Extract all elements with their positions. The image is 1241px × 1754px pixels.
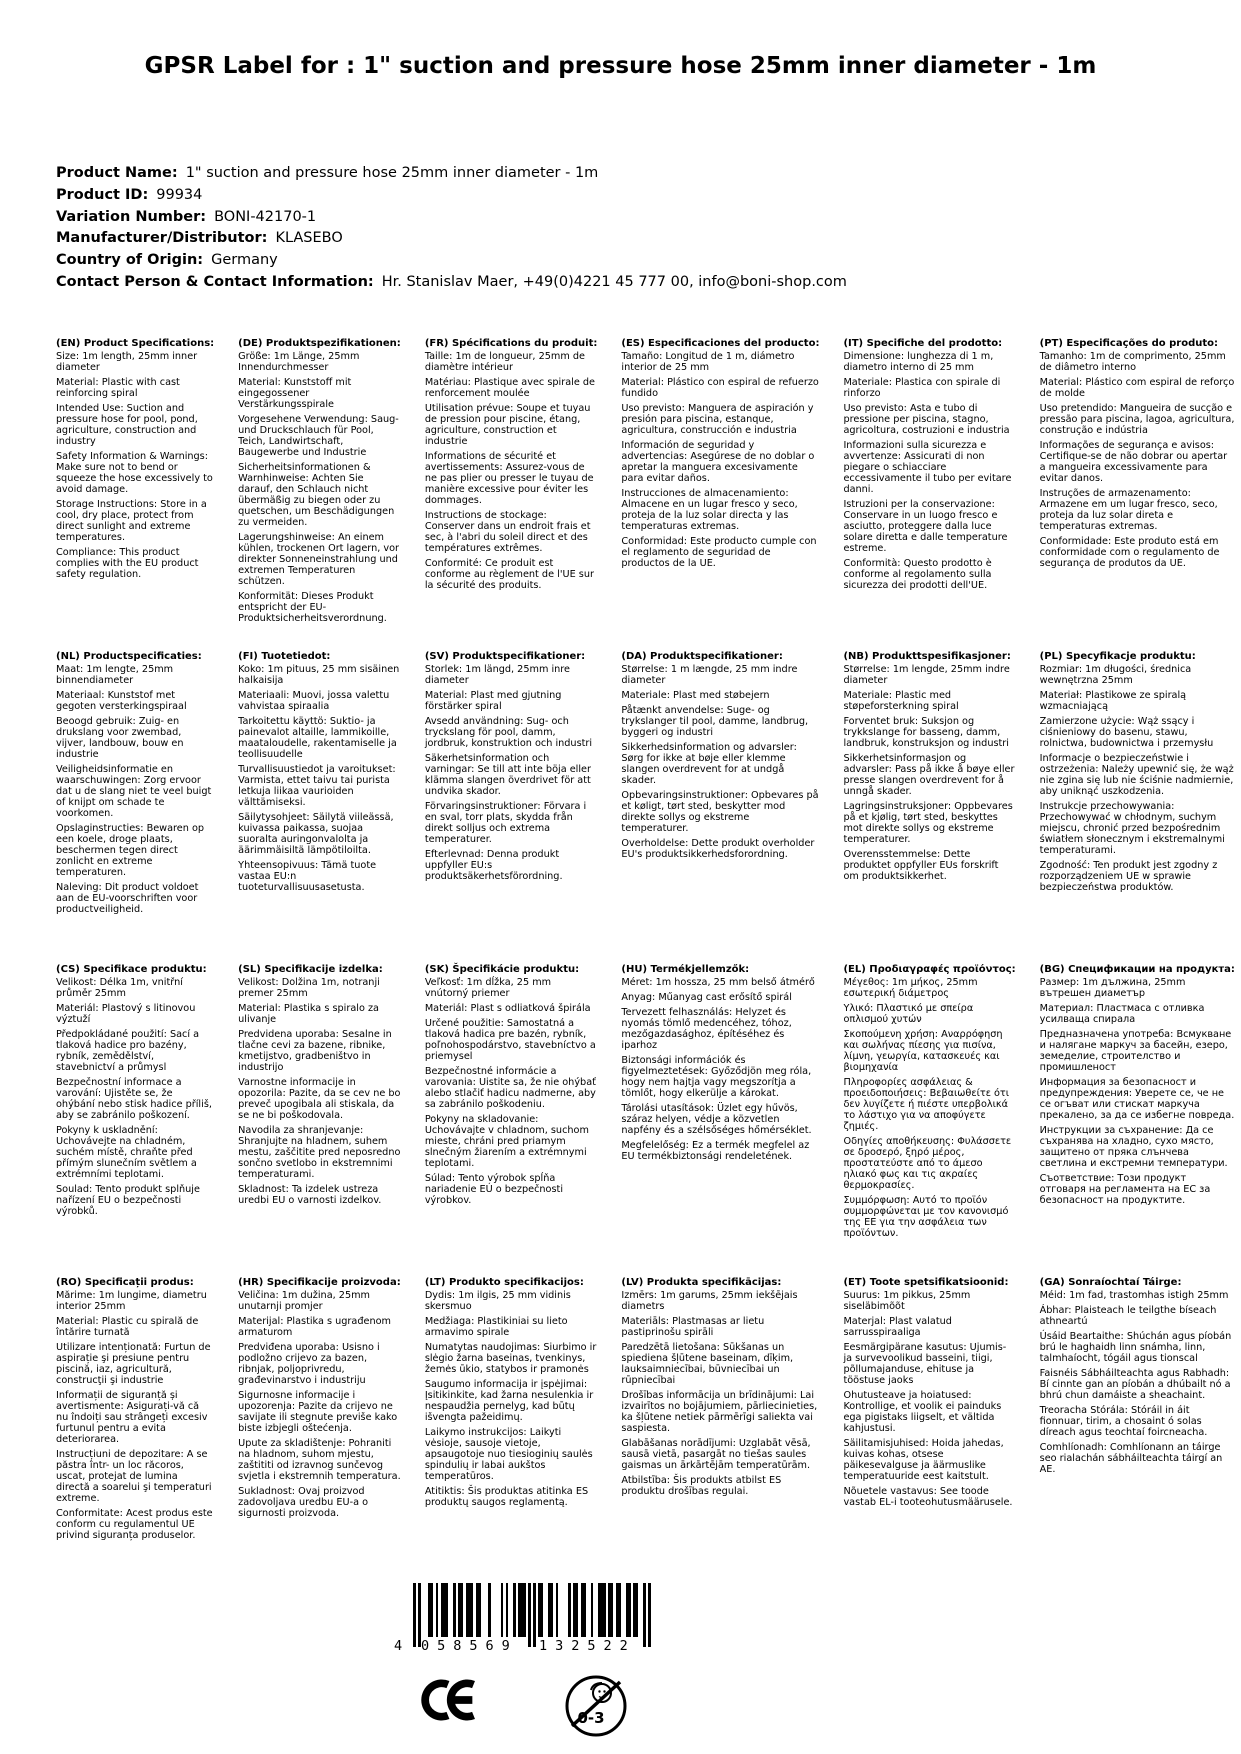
spec-paragraph: Compliance: This product complies with the EU product safety regulation. (56, 547, 199, 580)
barcode-module (648, 1583, 651, 1647)
spec-block-lv (621, 1277, 819, 1545)
spec-heading: (SK) Špecifikácie produktu: (424, 964, 580, 975)
spec-paragraph: Veličina: 1m dužina, 25mm unutarnji promjer (238, 1290, 370, 1312)
spec-paragraph: Предназначена употреба: Всмукване и налягане маркуч за басейн, езеро, земеделие, строителство и промишленост (1039, 1029, 1232, 1073)
age-warning-0-3-icon (558, 1668, 634, 1748)
spec-heading: (NB) Produkttspesifikasjoner: (843, 651, 1011, 662)
spec-paragraph: Material: Plastic cu spirală de întărire turnată (56, 1316, 199, 1338)
spec-paragraph: Размер: 1m дължина, 25mm вътрешен диаметър (1039, 977, 1186, 999)
spec-block-it (843, 338, 1015, 651)
spec-paragraph: Istruzioni per la conservazione: Conservare in un luogo fresco e asciutto, proteggere dalla luce solare diretta e dalle temperature estreme. (843, 499, 1008, 554)
spec-paragraph: Intended Use: Suction and pressure hose for pool, pond, agriculture, construction and industry (56, 403, 198, 447)
spec-heading: (PL) Specyfikacje produktu: (1039, 651, 1196, 662)
spec-paragraph: Saugumo informacija ir įspėjimai: Įsitikinkite, kad žarna nesulenkia ir nespaudžia pernelyg, kad būtų išvengta pažeidimų. (424, 1379, 594, 1423)
spec-block-fr (425, 338, 598, 651)
spec-paragraph: Lagerungshinweise: An einem kühlen, trockenen Ort lagern, vor direkter Sonneneinstrahlung und extremen Temperaturen schützen. (238, 532, 400, 587)
spec-paragraph: Säkerhetsinformation och varningar: Se till att inte böja eller klämma slangen överdrivet för att undvika skador. (424, 753, 591, 797)
product-info-row (56, 250, 847, 272)
spec-heading: (IT) Specifiche del prodotto: (843, 338, 1003, 349)
spec-paragraph: Conformidad: Este producto cumple con el reglamento de seguridad de productos de la UE. (621, 536, 817, 569)
spec-paragraph: Größe: 1m Länge, 25mm Innendurchmesser (238, 351, 360, 373)
spec-heading: (NL) Productspecificaties: (56, 651, 202, 662)
product-info-row (56, 185, 847, 207)
spec-heading: (LV) Produkta specifikācijas: (621, 1277, 782, 1288)
spec-heading: (SV) Produktspecifikationer: (424, 651, 586, 662)
spec-paragraph: Ohutusteave ja hoiatused: Kontrollige, et voolik ei painduks ega pigistaks liigselt, et vältida kahjustusi. (843, 1390, 1002, 1434)
spec-block-nb (843, 651, 1015, 964)
product-info (56, 163, 847, 294)
spec-block-fi (238, 651, 401, 964)
product-info-value: 99934 (156, 186, 203, 203)
spec-paragraph: Информация за безопасност и предупреждения: Уверете се, че не се огъват или стискат маркуча прекалено, за да се избегне повреда. (1039, 1077, 1235, 1121)
spec-paragraph: Инструкции за съхранение: Да се съхранява на хладно, сухо място, защитено от пряка слънчева светлина и екстремни температури. (1039, 1125, 1228, 1169)
spec-paragraph: Méid: 1m fad, trastomhas istigh 25mm (1039, 1290, 1229, 1301)
spec-paragraph: Materiál: Plastový s litinovou výztuží (56, 1003, 196, 1025)
spec-block-cs (56, 964, 214, 1277)
spec-paragraph: Nõuetele vastavus: See toode vastab EL-i tooteohutusmäärusele. (843, 1486, 1013, 1508)
spec-paragraph: Faisnéis Sábháilteachta agus Rabhadh: Bí cinnte gan an píobán a dhúbailt nó a bhrú chun damáiste a sheachaint. (1039, 1368, 1231, 1401)
spec-paragraph: Υλικό: Πλαστικό με σπείρα οπλισμού χυτών (843, 1003, 974, 1025)
spec-paragraph: Material: Kunststoff mit eingegossener Verstärkungsspirale (238, 377, 352, 410)
spec-paragraph: Información de seguridad y advertencias: Asegúrese de no doblar o apretar la manguera excesivamente para evitar daños. (621, 440, 815, 484)
spec-heading: (SL) Specifikacije izdelka: (238, 964, 383, 975)
spec-paragraph: Storlek: 1m längd, 25mm inre diameter (424, 664, 571, 686)
spec-paragraph: Materijal: Plastika s ugrađenom armaturom (238, 1316, 391, 1338)
barcode-lead-digit: 4 (394, 1638, 403, 1654)
spec-block-ro (56, 1277, 214, 1545)
spec-paragraph: Säilitamisjuhised: Hoida jahedas, kuivas kohas, otsese päikesevalguse ja äärmuslike temperatuuride eest kaitstult. (843, 1438, 1004, 1482)
spec-heading: (HU) Termékjellemzők: (621, 964, 750, 975)
spec-paragraph: Συμμόρφωση: Αυτό το προϊόν συμμορφώνεται με τον κανονισμό της ΕΕ για την ασφάλεια των προϊόντων. (843, 1195, 1009, 1239)
spec-paragraph: Anyag: Műanyag cast erősítő spirál (621, 992, 792, 1003)
spec-paragraph: Påtænkt anvendelse: Suge- og trykslanger til pool, damme, landbrug, byggeri og industri (621, 705, 809, 738)
product-info-row (56, 228, 847, 250)
spec-paragraph: Σκοπούμενη χρήση: Αναρρόφηση και σωλήνας πίεσης για πισίνα, λίμνη, γεωργία, κατασκευές και βιομηχανία (843, 1029, 1003, 1073)
spec-paragraph: Storage Instructions: Store in a cool, dry place, protect from direct sunlight and extreme temperatures. (56, 499, 207, 543)
spec-paragraph: Материал: Пластмаса с отливка усилваща спирала (1039, 1003, 1205, 1025)
spec-paragraph: Izmērs: 1m garums, 25mm iekšējais diametrs (621, 1290, 798, 1312)
spec-paragraph: Zamierzone użycie: Wąż ssący i ciśnieniowy do basenu, stawu, rolnictwa, budownictwa i przemysłu (1039, 716, 1214, 749)
product-info-row (56, 163, 847, 185)
spec-paragraph: Sigurnosne informacije i upozorenja: Pazite da crijevo ne savijate ili stegnute previše kako biste izbjegli oštećenja. (238, 1390, 398, 1434)
spec-block-hr (238, 1277, 401, 1545)
spec-paragraph: Biztonsági információk és figyelmeztetések: Győződjön meg róla, hogy nem hajtja vagy megszorítja a tömlőt, hogy elkerülje a károkat. (621, 1055, 812, 1099)
product-info-value: KLASEBO (275, 230, 343, 247)
spec-heading: (FI) Tuotetiedot: (238, 651, 331, 662)
spec-heading: (LT) Produkto specifikacijos: (424, 1277, 584, 1288)
ean-barcode (394, 1583, 651, 1665)
product-info-row (56, 272, 847, 294)
spec-paragraph: Bezpečnostné informácie a varovania: Uistite sa, že nie ohýbať alebo stlačiť hadicu nadmerne, aby sa zabránilo poškodeniu. (424, 1066, 596, 1110)
spec-paragraph: Tarkoitettu käyttö: Suktio- ja painevalot altaille, lammikoille, maataloudelle, rakentamiselle ja teollisuudelle (238, 716, 397, 760)
spec-paragraph: Instrucțiuni de depozitare: A se păstra într- un loc răcoros, uscat, protejat de lumina directă a soarelui şi temperaturi extreme. (56, 1449, 212, 1504)
spec-paragraph: Størrelse: 1 m længde, 25 mm indre diameter (621, 664, 798, 686)
spec-paragraph: Uso previsto: Manguera de aspiración y presión para piscina, estanque, agricultura, construcción e industria (621, 403, 814, 436)
product-info-label: Country of Origin: (56, 252, 204, 269)
spec-paragraph: Veľkosť: 1m dĺžka, 25 mm vnútorný priemer (424, 977, 552, 999)
spec-heading: (HR) Specifikacije proizvoda: (238, 1277, 401, 1288)
spec-paragraph: Informations de sécurité et avertissements: Assurez-vous de ne pas plier ou presser le tuyau de manière excessive pour éviter les dommages. (424, 451, 594, 506)
spec-paragraph: Overholdelse: Dette produkt overholder EU's produktsikkerhedsforordning. (621, 838, 815, 860)
spec-paragraph: Tamanho: 1m de comprimento, 25mm de diâmetro interno (1039, 351, 1226, 373)
spec-paragraph: Οδηγίες αποθήκευσης: Φυλάσσετε σε δροσερό, ξηρό μέρος, προστατεύστε από το άμεσο ηλιακό φως και τις ακραίες θερμοκρασίες. (843, 1136, 1012, 1191)
spec-heading: (ES) Especificaciones del producto: (621, 338, 820, 349)
spec-paragraph: Forventet bruk: Suksjon og trykkslange for basseng, damm, landbruk, konstruksjon og industri (843, 716, 1009, 749)
spec-paragraph: Sikkerhetsinformasjon og advarsler: Pass på ikke å bøye eller presse slangen overdrevent for å unngå skader. (843, 753, 1015, 797)
spec-paragraph: Tervezett felhasználás: Helyzet és nyomás tömlő medencéhez, tóhoz, mezőgazdasághoz, építéséhez és iparhoz (621, 1007, 792, 1051)
spec-paragraph: Pokyny k uskladnění: Uchovávejte na chladném, suchém místě, chraňte před přímým slunečním světlem a extrémními teplotami. (56, 1125, 197, 1180)
spec-paragraph: Μέγεθος: 1m μήκος, 25mm εσωτερική διάμετρος (843, 977, 978, 999)
spec-paragraph: Velikost: Dolžina 1m, notranji premer 25mm (238, 977, 380, 999)
spec-paragraph: Material: Plástico com espiral de reforço de molde (1039, 377, 1235, 399)
spec-block-de (238, 338, 401, 651)
spec-paragraph: Vorgesehene Verwendung: Saug- und Druckschlauch für Pool, Teich, Landwirtschaft, Baugewerbe und Industrie (238, 414, 399, 458)
spec-paragraph: Säilytysohjeet: Säilytä viileässä, kuivassa paikassa, suojaa suoralta auringonvalolta ja äärimmäisiltä lämpötiloilta. (238, 812, 394, 856)
spec-block-es (621, 338, 819, 651)
spec-paragraph: Material: Plastika s spiralo za ulivanje (238, 1003, 379, 1025)
spec-block-et (843, 1277, 1015, 1545)
spec-paragraph: Materiāls: Plastmasas ar lietu pastiprinošu spirāli (621, 1316, 765, 1338)
spec-heading: (FR) Spécifications du produit: (424, 338, 598, 349)
spec-paragraph: Material: Plástico con espiral de refuerzo fundido (621, 377, 819, 399)
product-info-value: BONI-42170-1 (214, 208, 317, 225)
spec-heading: (BG) Спецификации на продукта: (1039, 964, 1235, 975)
spec-paragraph: Atbilstība: Šis produkts atbilst ES produktu drošības regulai. (621, 1475, 782, 1497)
spec-block-da (621, 651, 819, 964)
spec-paragraph: Pokyny na skladovanie: Uchovávajte v chladnom, suchom mieste, chráni pred priamym slnečným žiarením a extrémnymi teplotami. (424, 1114, 589, 1169)
spec-block-el (843, 964, 1015, 1277)
spec-paragraph: Koko: 1m pituus, 25 mm sisäinen halkaisija (238, 664, 400, 686)
spec-paragraph: Instrucciones de almacenamiento: Almacene en un lugar fresco y seco, proteja de la luz solar directa y las temperaturas extremas. (621, 488, 798, 532)
spec-paragraph: Tamaño: Longitud de 1 m, diámetro interior de 25 mm (621, 351, 795, 373)
spec-block-pl (1040, 651, 1235, 964)
spec-block-bg (1040, 964, 1235, 1277)
spec-heading: (DA) Produktspecifikationer: (621, 651, 783, 662)
spec-paragraph: Laikymo instrukcijos: Laikyti vėsioje, sausoje vietoje, apsaugotoje nuo tiesioginių saulės spindulių ir labai aukštos temperatūros. (424, 1427, 593, 1482)
spec-paragraph: Yhteensopivuus: Tämä tuote vastaa EU:n tuoteturvallisuusasetusta. (238, 860, 377, 893)
spec-paragraph: Glabāšanas norādījumi: Uzglabāt vēsā, sausā vietā, pasargāt no tiešas saules gaismas un ārkārtējām temperatūrām. (621, 1438, 811, 1471)
spec-paragraph: Conformitate: Acest produs este conform cu regulamentul UE privind siguranța produselor. (56, 1508, 213, 1541)
spec-paragraph: Opslaginstructies: Bewaren op een koele, droge plaats, beschermen tegen direct zonlicht en extreme temperaturen. (56, 823, 205, 878)
spec-paragraph: Materjal: Plast valatud sarrusspiraaliga (843, 1316, 952, 1338)
ce-mark-icon (414, 1678, 476, 1726)
spec-paragraph: Megfelelőség: Ez a termék megfelel az EU termékbiztonsági rendeletének. (621, 1140, 810, 1162)
spec-paragraph: Sukladnost: Ovaj proizvod zadovoljava uredbu EU-a o sigurnosti proizvoda. (238, 1486, 369, 1519)
spec-paragraph: Medžiaga: Plastikiniai su lieto armavimo spirale (424, 1316, 568, 1338)
spec-paragraph: Instrukcje przechowywania: Przechowywać w chłodnym, suchym miejscu, chronić przed bezpośrednim światłem słonecznym i ekstremalnymi temperaturami. (1039, 801, 1225, 856)
spec-paragraph: Atitiktis: Šis produktas atitinka ES produktų saugos reglamentą. (424, 1486, 589, 1508)
spec-paragraph: Tárolási utasítások: Üzlet egy hűvös, száraz helyen, védje a közvetlen napfény és a szélsőséges hőmérséklet. (621, 1103, 812, 1136)
spec-heading: (ET) Toote spetsifikatsioonid: (843, 1277, 1009, 1288)
spec-heading: (GA) Sonraíochtaí Táirge: (1039, 1277, 1182, 1288)
spec-paragraph: Materiał: Plastikowe ze spiralą wzmacniającą (1039, 690, 1187, 712)
spec-paragraph: Dimensione: lunghezza di 1 m, diametro interno di 25 mm (843, 351, 994, 373)
product-info-value: Hr. Stanislav Maer, +49(0)4221 45 777 00, info@boni-shop.com (381, 273, 847, 290)
spec-paragraph: Materiale: Plast med støbejern (621, 690, 770, 701)
spec-paragraph: Rozmiar: 1m długości, średnica wewnętrzna 25mm (1039, 664, 1192, 686)
spec-paragraph: Skladnost: Ta izdelek ustreza uredbi EU o varnosti izdelkov. (238, 1184, 382, 1206)
spec-paragraph: Predviđena uporaba: Usisno i podložno crijevo za bazen, ribnjak, poljoprivredu, građevinarstvo i industriju (238, 1342, 380, 1386)
spec-paragraph: Förvaringsinstruktioner: Förvara i en sval, torr plats, skydda från direkt solljus och extrema temperaturer. (424, 801, 587, 845)
spec-paragraph: Určené použitie: Samostatná a tlaková hadica pre bazén, rybník, poľnohospodárstvo, stavebníctvo a priemysel (424, 1018, 596, 1062)
spec-paragraph: Overensstemmelse: Dette produktet oppfyller EUs forskrift om produktsikkerhet. (843, 849, 999, 882)
spec-paragraph: Naleving: Dit product voldoet aan de EU-voorschriften voor productveiligheid. (56, 882, 199, 915)
language-specs-grid (56, 338, 1235, 1545)
spec-paragraph: Numatytas naudojimas: Siurbimo ir slėgio žarna baseinas, tvenkinys, žemės ūkio, statybos ir pramonės (424, 1342, 597, 1375)
spec-paragraph: Bezpečnostní informace a varování: Ujistěte se, že ohýbání nebo stisk hadice příliš, aby se zabránilo poškození. (56, 1077, 212, 1121)
spec-paragraph: Veiligheidsinformatie en waarschuwingen: Zorg ervoor dat u de slang niet te veel buigt of knijpt om schade te voorkomen. (56, 764, 212, 819)
spec-paragraph: Navodila za shranjevanje: Shranjujte na hladnem, suhem mestu, zaščitite pred neposredno sončno svetlobo in ekstremnimi temperaturami. (238, 1125, 401, 1180)
spec-paragraph: Mărime: 1m lungime, diametru interior 25mm (56, 1290, 207, 1312)
product-info-label: Manufacturer/Distributor: (56, 230, 268, 247)
spec-paragraph: Sikkerhedsinformation og advarsler: Sørg for ikke at bøje eller klemme slangen overdrevent for at undgå skader. (621, 742, 797, 786)
spec-paragraph: Méret: 1m hossza, 25 mm belső átmérő (621, 977, 815, 988)
ean-barcode-digits (394, 1638, 651, 1665)
spec-block-pt (1040, 338, 1235, 651)
spec-paragraph: Material: Plastic with cast reinforcing spiral (56, 377, 180, 399)
spec-paragraph: Turvallisuustiedot ja varoitukset: Varmista, ettet taivu tai purista letkuja liikaa vaurioiden välttämiseksi. (238, 764, 396, 808)
spec-paragraph: Comhlíonadh: Comhlíonann an táirge seo rialachán sábháilteachta táirgí an AE. (1039, 1442, 1223, 1475)
spec-paragraph: Úsáid Beartaithe: Shúchán agus píobán brú le haghaidh linn snámha, linn, talmhaíocht, tógáil agus tionscal (1039, 1331, 1232, 1364)
spec-paragraph: Zgodność: Ten produkt jest zgodny z rozporządzeniem UE w sprawie bezpieczeństwa produktów. (1039, 860, 1218, 893)
spec-paragraph: Materiale: Plastica con spirale di rinforzo (843, 377, 1001, 399)
product-info-value: Germany (211, 252, 278, 269)
spec-paragraph: Πληροφορίες ασφάλειας & προειδοποιήσεις: Βεβαιωθείτε ότι δεν λυγίζετε ή πιέστε υπερβολικά το λάστιχο για να αποφύγετε ζημιές. (843, 1077, 1010, 1132)
spec-paragraph: Predvidena uporaba: Sesalne in tlačne cevi za bazene, ribnike, kmetijstvo, gradbeništvo in industrijo (238, 1029, 392, 1073)
spec-paragraph: Treoracha Stórála: Stóráil in áit fionnuar, tirim, a chosaint ó solas díreach agus teochtaí foircneacha. (1039, 1405, 1208, 1438)
spec-paragraph: Material: Plast med gjutning förstärker spiral (424, 690, 562, 712)
spec-paragraph: Size: 1m length, 25mm inner diameter (56, 351, 198, 373)
spec-paragraph: Eesmärgipärane kasutus: Ujumis- ja survevoolikud basseini, tiigi, põllumajanduse, ehituse ja tööstuse jaoks (843, 1342, 1007, 1386)
spec-paragraph: Velikost: Délka 1m, vnitřní průměr 25mm (56, 977, 183, 999)
spec-paragraph: Съответствие: Този продукт отговаря на регламента на ЕС за безопасност на продуктите. (1039, 1173, 1211, 1206)
product-info-row (56, 207, 847, 229)
spec-paragraph: Suurus: 1m pikkus, 25mm siseläbimõõt (843, 1290, 971, 1312)
spec-heading: (DE) Produktspezifikationen: (238, 338, 401, 349)
spec-paragraph: Instructions de stockage: Conserver dans un endroit frais et sec, à l'abri du soleil direct et des températures extrêmes. (424, 510, 591, 554)
product-info-value: 1" suction and pressure hose 25mm inner diameter - 1m (185, 165, 599, 181)
spec-paragraph: Uso previsto: Asta e tubo di pressione per piscina, stagno, agricoltura, costruzioni e industria (843, 403, 1010, 436)
spec-paragraph: Materiale: Plastic med støpeforsterkning spiral (843, 690, 959, 712)
barcode-digit-group-1: 058569 (421, 1638, 518, 1654)
spec-paragraph: Uso pretendido: Mangueira de sucção e pressão para piscina, lagoa, agricultura, construção e indústria (1039, 403, 1235, 436)
spec-paragraph: Safety Information & Warnings: Make sure not to bend or squeeze the hose excessively to avoid damage. (56, 451, 213, 495)
spec-paragraph: Instruções de armazenamento: Armazene em um lugar fresco, seco, proteja da luz solar direta e temperaturas extremas. (1039, 488, 1218, 532)
spec-paragraph: Avsedd användning: Sug- och tryckslang för pool, damm, jordbruk, konstruktion och industri (424, 716, 593, 749)
spec-paragraph: Materiaal: Kunststof met gegoten versterkingspiraal (56, 690, 187, 712)
spec-paragraph: Størrelse: 1m lengde, 25mm indre diameter (843, 664, 1010, 686)
spec-heading: (EL) Προδιαγραφές προϊόντος: (843, 964, 1016, 975)
spec-paragraph: Maat: 1m lengte, 25mm binnendiameter (56, 664, 174, 686)
spec-paragraph: Soulad: Tento produkt splňuje nařízení EU o bezpečnosti výrobků. (56, 1184, 200, 1217)
spec-paragraph: Conformité: Ce produit est conforme au règlement de l'UE sur la sécurité des produits. (424, 558, 594, 591)
product-info-label: Variation Number: (56, 208, 207, 225)
spec-paragraph: Opbevaringsinstruktioner: Opbevares på et køligt, tørt sted, beskytter mod direkte sollys og ekstreme temperaturer. (621, 790, 819, 834)
spec-heading: (EN) Product Specifications: (56, 338, 215, 349)
spec-paragraph: Ábhar: Plaisteach le teilgthe bíseach athneartú (1039, 1305, 1217, 1327)
spec-heading: (RO) Specificații produs: (56, 1277, 194, 1288)
spec-paragraph: Utilizare intenționată: Furtun de aspirație şi presiune pentru piscină, iaz, agricultură, construcţii şi industrie (56, 1342, 211, 1386)
spec-paragraph: Beoogd gebruik: Zuig- en drukslang voor zwembad, vijver, landbouw, bouw en industrie (56, 716, 184, 760)
spec-paragraph: Conformidade: Este produto está em conformidade com o regulamento de segurança de produtos da UE. (1039, 536, 1220, 569)
spec-paragraph: Konformität: Dieses Produkt entspricht der EU-Produktsicherheitsverordnung. (238, 591, 387, 624)
spec-block-sk (425, 964, 598, 1277)
page-title: GPSR Label for : 1" suction and pressure hose 25mm inner diameter - 1m (144, 53, 1097, 79)
spec-paragraph: Súlad: Tento výrobok spĺňa nariadenie EÚ o bezpečnosti výrobkov. (424, 1173, 564, 1206)
spec-paragraph: Informații de siguranță și avertismente: Asigurați-vă că nu îndoiți sau strângeți excesiv furtunul pentru a evita deteriorarea. (56, 1390, 208, 1445)
spec-paragraph: Lagringsinstruksjoner: Oppbevares på et kjølig, tørt sted, beskyttes mot direkte sollys og ekstreme temperaturer. (843, 801, 1013, 845)
spec-paragraph: Informazioni sulla sicurezza e avvertenze: Assicurati di non piegare o schiacciare eccessivamente il tubo per evitare danni. (843, 440, 1012, 495)
spec-paragraph: Sicherheitsinformationen & Warnhinweise: Achten Sie darauf, den Schlauch nicht übermäßig zu biegen oder zu quetschen, um Beschädigungen zu vermeiden. (238, 462, 395, 528)
spec-paragraph: Materiaali: Muovi, jossa valettu vahvistaa spiraalia (238, 690, 390, 712)
spec-paragraph: Drošības informācija un brīdinājumi: Lai izvairītos no bojājumiem, pārliecinieties, ka šļūtene netiek pārmērīgi saliekta vai saspiesta. (621, 1390, 818, 1434)
spec-block-lt (425, 1277, 598, 1545)
spec-block-sl (238, 964, 401, 1277)
spec-paragraph: Informações de segurança e avisos: Certifique-se de não dobrar ou apertar a mangueira excessivamente para evitar danos. (1039, 440, 1228, 484)
spec-paragraph: Upute za skladištenje: Pohraniti na hladnom, suhom mjestu, zaštititi od izravnog sunčevog svjetla i ekstremnih temperatura. (238, 1438, 401, 1482)
spec-block-sv (425, 651, 598, 964)
spec-paragraph: Varnostne informacije in opozorila: Pazite, da se cev ne bo preveč upogibala ali stiskala, da se ne bi poškodovala. (238, 1077, 401, 1121)
spec-heading: (CS) Specifikace produktu: (56, 964, 207, 975)
spec-paragraph: Informacje o bezpieczeństwie i ostrzeżenia: Należy upewnić się, że wąż nie zgina się lub nie ściśnie nadmiernie, aby uniknąć uszkodzenia. (1039, 753, 1234, 797)
age-warning-label: 0-3 (577, 1709, 605, 1727)
spec-paragraph: Taille: 1m de longueur, 25mm de diamètre intérieur (424, 351, 585, 373)
product-info-label: Contact Person & Contact Information: (56, 273, 374, 290)
spec-paragraph: Materiál: Plast s odliatková špirála (424, 1003, 591, 1014)
spec-paragraph: Efterlevnad: Denna produkt uppfyller EU:s produktsäkerhetsförordning. (424, 849, 563, 882)
product-info-label: Product ID: (56, 186, 149, 203)
spec-block-ga (1040, 1277, 1235, 1545)
spec-heading: (PT) Especificações do produto: (1039, 338, 1218, 349)
spec-paragraph: Předpokládané použití: Sací a tlaková hadice pro bazény, rybník, zemědělství, stavebnictví a průmysl (56, 1029, 200, 1073)
spec-paragraph: Utilisation prévue: Soupe et tuyau de pression pour piscine, étang, agriculture, construction et industrie (424, 403, 591, 447)
barcode-digit-group-2: 132522 (539, 1638, 636, 1654)
spec-paragraph: Conformità: Questo prodotto è conforme al regolamento sulla sicurezza dei prodotti dell'UE. (843, 558, 992, 591)
spec-block-hu (621, 964, 819, 1277)
spec-paragraph: Dydis: 1m ilgis, 25 mm vidinis skersmuo (424, 1290, 571, 1312)
spec-paragraph: Paredzētā lietošana: Sūkšanas un spiediena šļūtene baseinam, dīķim, lauksaimniecībai, būvniecībai un rūpniecībai (621, 1342, 794, 1386)
spec-block-en (56, 338, 214, 651)
product-info-label: Product Name: (56, 165, 178, 181)
spec-paragraph: Matériau: Plastique avec spirale de renforcement moulée (424, 377, 595, 399)
spec-block-nl (56, 651, 214, 964)
